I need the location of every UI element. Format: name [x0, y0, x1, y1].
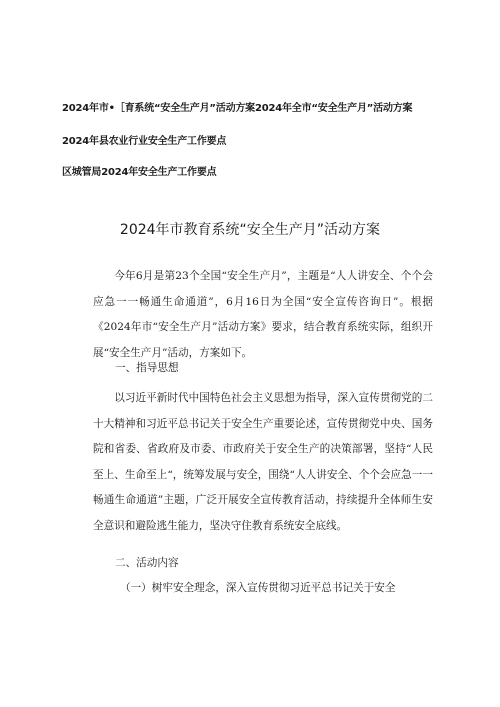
toc-item[interactable]: 区城管局2024年安全生产工作要点	[62, 167, 217, 178]
intro-paragraph: 今年6月是第23个全国“安全生产月”，主题是“人人讲安全、个个会应急一一畅通生命通道”，6月16日为全国“安全宣传咨询日”。根据《2024年市“安全生产月”活动方案》要求，结合教育系统实际，组织开展“安全生产月”活动，方案如下。	[93, 270, 433, 359]
guiding-ideology-paragraph: 以习近平新时代中国特色社会主义思想为指导，深入宣传贯彻党的二十大精神和习近平总书记关于安全生产重要论述，宣传贯彻党中央、国务院和省委、省政府及市委、市政府关于安全生产的决策部署，坚持“人民至上、生命至上“，统筹发展与安全，围绕“人人讲安全、个个会应急一一畅通生命通道”主题，广泛开展安全宣传教育活动，持续提升全体师生安全意识和避险逃生能力，坚决守住教育系统安全底线。	[93, 392, 433, 532]
activity-item-1: （一）树牢安全理念，深入宣传贯彻习近平总书记关于安全	[120, 582, 396, 594]
document-title: 2024年市教育系统“安全生产月”活动方案	[119, 222, 381, 238]
section-heading-activities: 二、活动内容	[115, 557, 179, 569]
section-heading-guiding-ideology: 一、指导思想	[115, 362, 179, 374]
toc-item[interactable]: 2024年县农业行业安全生产工作要点	[62, 136, 227, 147]
toc-item[interactable]: 2024年市•［育系统“安全生产月”活动方案2024年全市“安全生产月”活动方案	[62, 103, 413, 114]
